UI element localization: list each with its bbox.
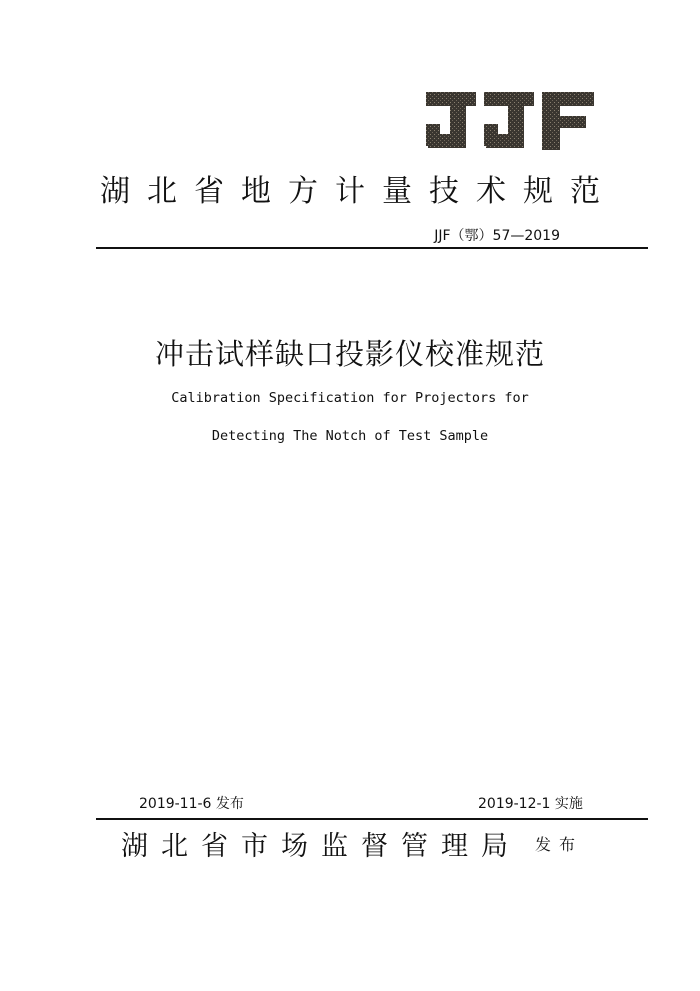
jjf-logo <box>422 86 598 158</box>
standard-series-title: 湖北省地方计量技术规范 <box>100 174 617 209</box>
issue-date: 2019-11-6 发布 <box>139 796 244 812</box>
document-title-english-line1: Calibration Specification for Projectors for <box>171 390 529 406</box>
implementation-date: 2019-12-1 实施 <box>478 796 583 812</box>
logo-letter-j1 <box>426 92 476 148</box>
standard-code: JJF（鄂）57—2019 <box>434 228 560 244</box>
header-divider <box>96 247 648 249</box>
document-title-chinese: 冲击试样缺口投影仪校准规范 <box>154 337 545 371</box>
logo-letter-f <box>542 92 594 150</box>
issuing-authority: 湖北省市场监督管理局 <box>121 831 521 862</box>
logo-letter-j2 <box>484 92 534 148</box>
document-title-english-line2: Detecting The Notch of Test Sample <box>211 428 489 444</box>
footer-divider <box>96 818 648 820</box>
issuing-suffix: 发布 <box>535 835 584 854</box>
